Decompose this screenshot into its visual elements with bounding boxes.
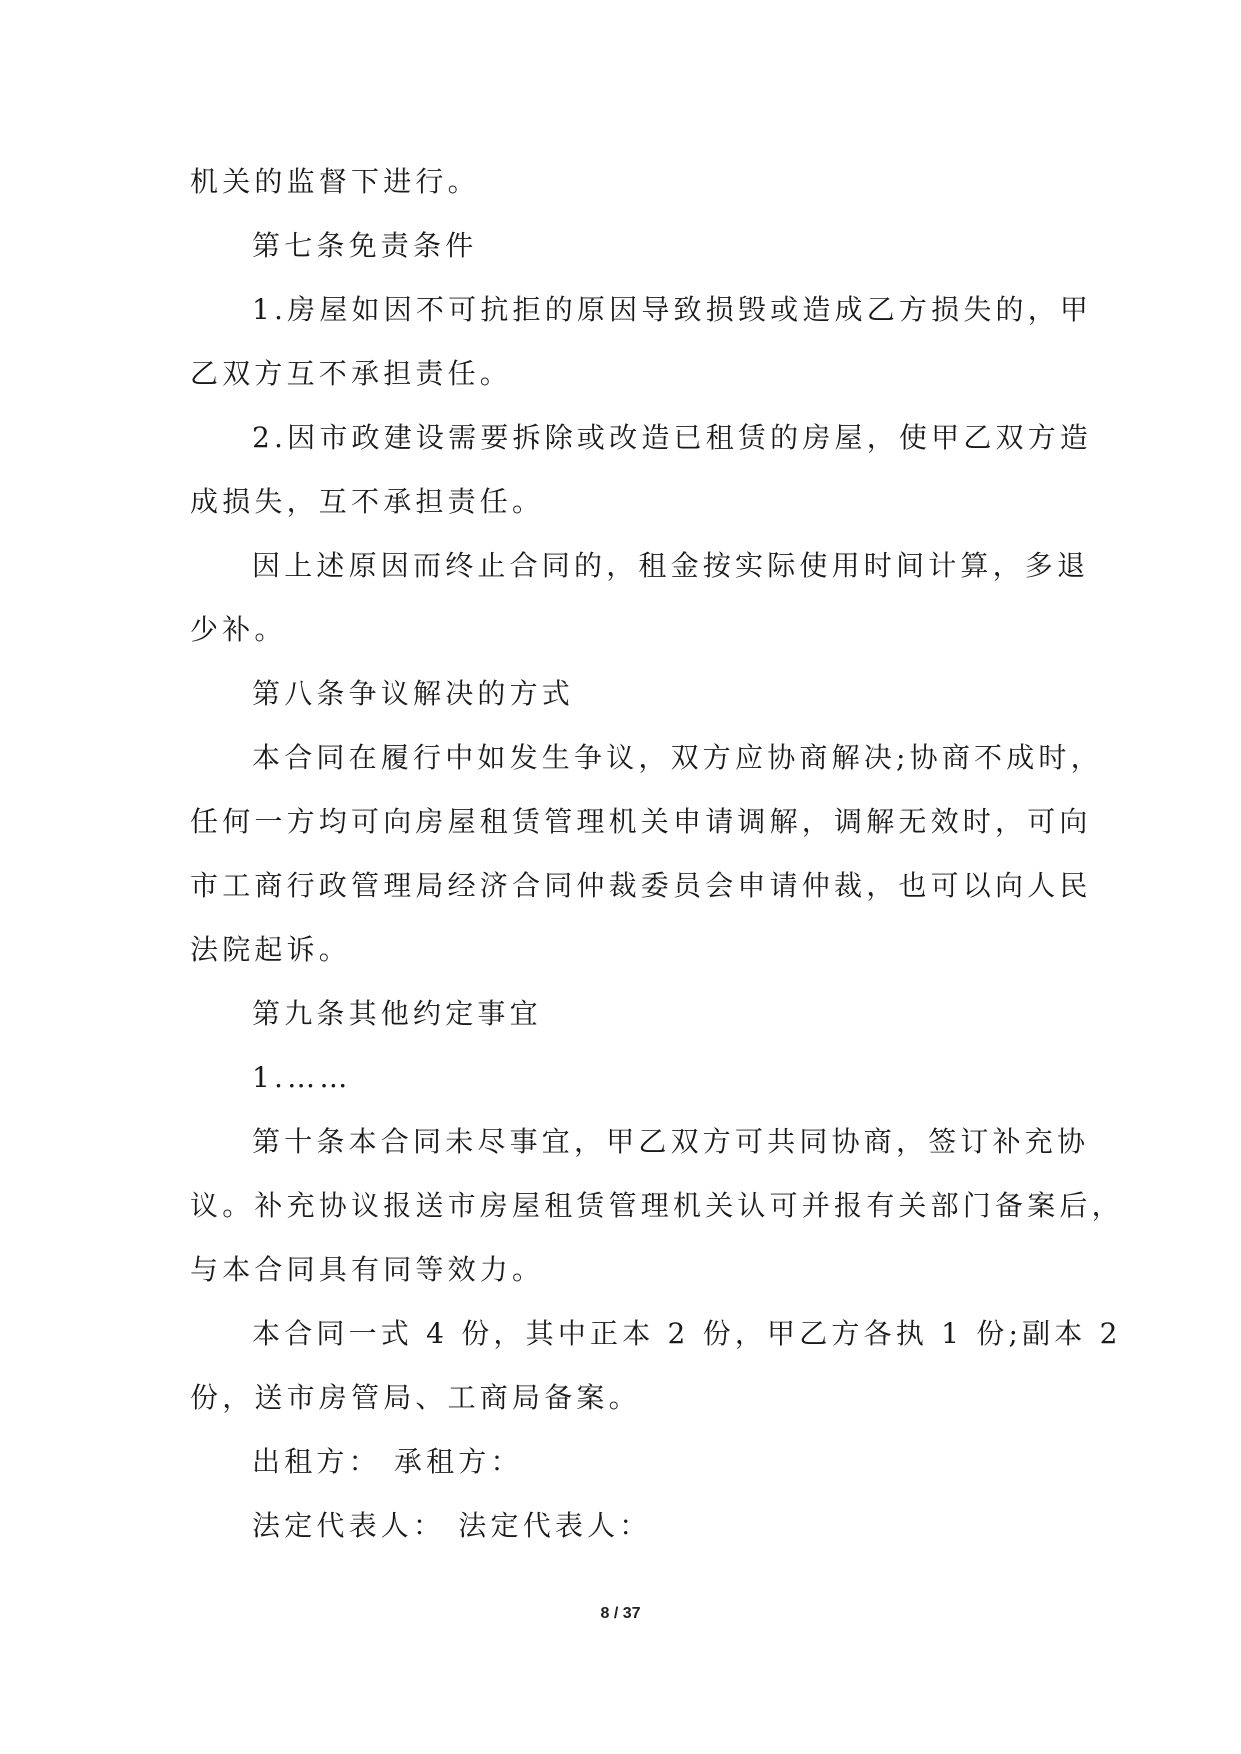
text-line: 议。补充协议报送市房屋租赁管理机关认可并报有关部门备案后， bbox=[190, 1189, 1124, 1222]
text-line: 1.…… bbox=[252, 1061, 352, 1094]
text-line: 成损失，互不承担责任。 bbox=[190, 485, 545, 518]
section-heading: 第八条争议解决的方式 bbox=[252, 677, 575, 710]
signature-line-parties: 出租方： 承租方： bbox=[252, 1445, 523, 1478]
text-line: 本合同在履行中如发生争议，双方应协商解决;协商不成时， bbox=[252, 741, 1103, 774]
text-line: 1.房屋如因不可抗拒的原因导致损毁或造成乙方损失的，甲 bbox=[252, 293, 1093, 326]
text-line: 任何一方均可向房屋租赁管理机关申请调解，调解无效时，可向 bbox=[190, 805, 1092, 838]
signature-line-representatives: 法定代表人： 法定代表人： bbox=[252, 1509, 652, 1542]
text-line: 与本合同具有同等效力。 bbox=[190, 1253, 545, 1286]
section-heading: 第七条免责条件 bbox=[252, 229, 478, 262]
text-line: 份，送市房管局、工商局备案。 bbox=[190, 1381, 641, 1414]
text-line: 乙双方互不承担责任。 bbox=[190, 357, 513, 390]
text-line: 市工商行政管理局经济合同仲裁委员会申请仲裁，也可以向人民 bbox=[190, 869, 1092, 902]
text-line: 因上述原因而终止合同的，租金按实际使用时间计算，多退 bbox=[252, 549, 1090, 582]
text-line: 机关的监督下进行。 bbox=[190, 165, 480, 198]
section-heading: 第九条其他约定事宜 bbox=[252, 997, 542, 1030]
text-line: 法院起诉。 bbox=[190, 933, 352, 966]
text-line: 本合同一式 4 份，其中正本 2 份，甲乙方各执 1 份;副本 2 bbox=[252, 1317, 1122, 1350]
text-line: 少补。 bbox=[190, 613, 287, 646]
text-line: 2.因市政建设需要拆除或改造已租赁的房屋，使甲乙双方造 bbox=[252, 421, 1093, 454]
page-number: 8 / 37 bbox=[600, 1605, 641, 1622]
text-line: 第十条本合同未尽事宜，甲乙双方可共同协商，签订补充协 bbox=[252, 1125, 1090, 1158]
